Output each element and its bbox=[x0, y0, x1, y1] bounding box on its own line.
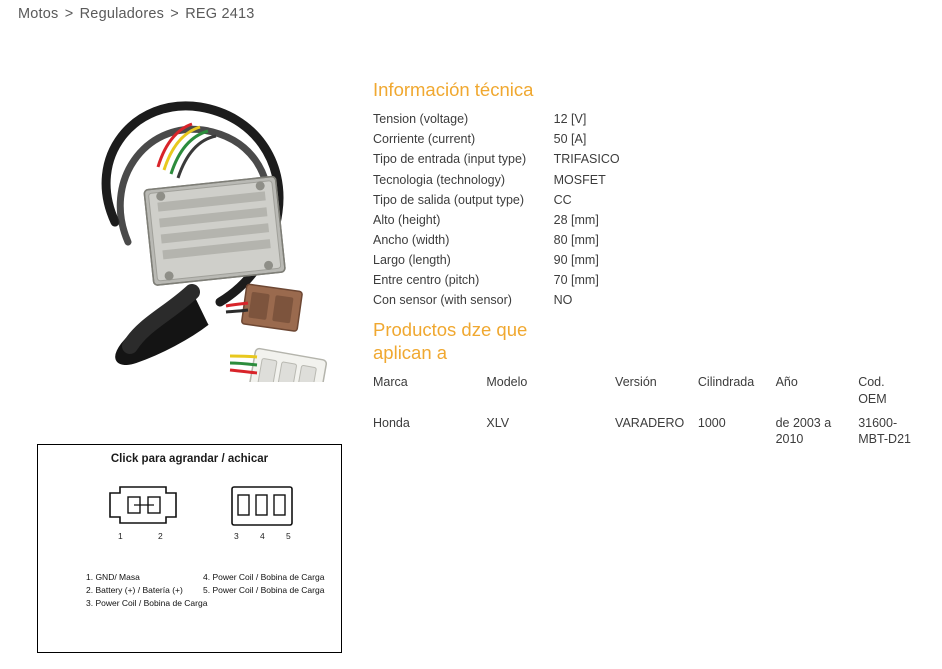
spec-value: 50 [A] bbox=[553, 132, 587, 147]
specifications-table bbox=[373, 109, 673, 310]
legend-item: 2. Battery (+) / Batería (+) bbox=[86, 585, 183, 596]
spec-label: Corriente (current) bbox=[373, 132, 476, 147]
cell-version: VARADERO bbox=[615, 415, 685, 430]
spec-value: 12 [V] bbox=[553, 112, 587, 127]
legend-item: 1. GND/ Masa bbox=[86, 572, 140, 582]
legend-item: 5. Power Coil / Bobina de Carga bbox=[203, 585, 325, 596]
applications-title: Productos dze que aplican a bbox=[373, 319, 528, 364]
table-row bbox=[373, 129, 673, 149]
technical-info-title: Información técnica bbox=[373, 79, 534, 100]
legend-item: 3. Power Coil / Bobina de Carga bbox=[86, 598, 208, 609]
table-row bbox=[373, 210, 673, 230]
spec-value: 90 [mm] bbox=[553, 253, 599, 267]
spec-label: Largo (length) bbox=[373, 253, 451, 267]
table-row bbox=[373, 290, 673, 310]
table-row bbox=[373, 170, 673, 190]
pin-number-1: 1 bbox=[118, 531, 123, 541]
breadcrumb-item-motos[interactable]: Motos bbox=[18, 6, 59, 22]
pin-legend-left bbox=[86, 571, 207, 611]
spec-label: Tipo de salida (output type) bbox=[373, 192, 525, 207]
column-header-modelo: Modelo bbox=[486, 375, 528, 390]
table-row bbox=[373, 190, 673, 210]
cell-modelo: XLV bbox=[486, 415, 510, 430]
cell-anio: de 2003 a 2010 bbox=[775, 415, 832, 446]
table-row bbox=[373, 109, 673, 129]
breadcrumb-item-current: REG 2413 bbox=[185, 6, 255, 22]
spec-label: Ancho (width) bbox=[373, 232, 450, 247]
diagram-title: Click para agrandar / achicar bbox=[110, 453, 269, 465]
pin-number-5: 5 bbox=[286, 531, 291, 541]
spec-value: TRIFASICO bbox=[553, 152, 620, 167]
connector-3pin-icon bbox=[226, 483, 298, 534]
applications-table bbox=[373, 372, 918, 449]
spec-value: CC bbox=[553, 192, 572, 207]
table-row bbox=[373, 413, 918, 450]
breadcrumb-item-reguladores[interactable]: Reguladores bbox=[79, 6, 165, 22]
connector-diagrams bbox=[38, 483, 341, 555]
table-row bbox=[373, 149, 673, 169]
column-header-marca: Marca bbox=[373, 375, 408, 390]
spec-label: Tecnologia (technology) bbox=[373, 172, 506, 187]
voltage-regulator-photo bbox=[40, 62, 340, 382]
table-row bbox=[373, 270, 673, 290]
table-row bbox=[373, 230, 673, 250]
breadcrumb bbox=[18, 6, 255, 22]
pin-number-4: 4 bbox=[260, 531, 265, 541]
spec-value: 80 [mm] bbox=[553, 232, 599, 247]
technical-info-section bbox=[373, 78, 673, 310]
column-header-oem: Cod. OEM bbox=[858, 375, 887, 406]
column-header-cilindrada: Cilindrada bbox=[697, 375, 755, 390]
table-row bbox=[373, 250, 673, 270]
spec-label: Entre centro (pitch) bbox=[373, 273, 480, 288]
column-header-version: Versión bbox=[615, 375, 657, 390]
cell-oem: 31600-MBT-D21 bbox=[858, 415, 911, 446]
connector-2pin-icon bbox=[104, 483, 182, 534]
spec-value: NO bbox=[553, 293, 573, 308]
wiring-diagram-box[interactable] bbox=[37, 444, 342, 653]
spec-label: Tension (voltage) bbox=[373, 112, 469, 127]
spec-value: MOSFET bbox=[553, 172, 606, 187]
product-photo[interactable] bbox=[40, 62, 340, 382]
pin-number-3: 3 bbox=[234, 531, 239, 541]
spec-label: Con sensor (with sensor) bbox=[373, 293, 512, 308]
table-header-row bbox=[373, 372, 918, 413]
column-header-anio: Año bbox=[775, 375, 798, 390]
breadcrumb-separator: > bbox=[170, 6, 179, 22]
spec-value: 70 [mm] bbox=[553, 273, 599, 288]
pin-legend-right bbox=[203, 571, 324, 597]
legend-item: 4. Power Coil / Bobina de Carga bbox=[203, 572, 325, 582]
spec-label: Alto (height) bbox=[373, 212, 441, 227]
cell-marca: Honda bbox=[373, 415, 410, 430]
spec-label: Tipo de entrada (input type) bbox=[373, 152, 527, 167]
pin-number-2: 2 bbox=[158, 531, 163, 541]
cell-cilindrada: 1000 bbox=[697, 415, 726, 430]
applications-section bbox=[373, 318, 918, 449]
spec-value: 28 [mm] bbox=[553, 212, 599, 227]
breadcrumb-separator: > bbox=[64, 6, 74, 22]
